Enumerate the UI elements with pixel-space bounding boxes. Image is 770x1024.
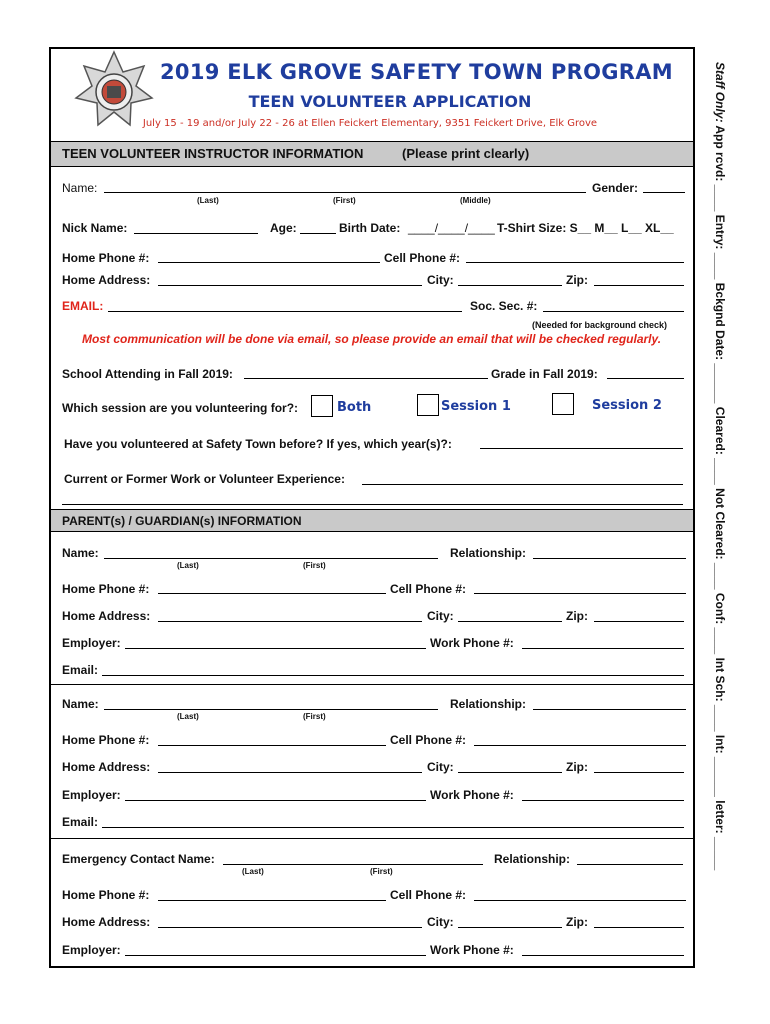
parent2-zip-field[interactable] bbox=[594, 772, 684, 773]
cell-phone-label: Cell Phone #: bbox=[384, 251, 461, 265]
parent1-home-phone-label: Home Phone #: bbox=[62, 582, 150, 596]
school-field[interactable] bbox=[244, 378, 488, 379]
parent2-first-caption: (First) bbox=[303, 712, 326, 721]
email-field[interactable] bbox=[108, 311, 462, 312]
name-label: Name: bbox=[62, 181, 98, 195]
grade-label: Grade in Fall 2019: bbox=[491, 367, 598, 381]
emergency-zip-field[interactable] bbox=[594, 927, 684, 928]
age-label: Age: bbox=[270, 221, 297, 235]
experience-field-line2[interactable] bbox=[62, 504, 683, 505]
parent1-work-phone-field[interactable] bbox=[522, 648, 684, 649]
prior-volunteer-field[interactable] bbox=[480, 448, 683, 449]
staff-only-label: Staff Only: bbox=[713, 62, 727, 123]
parent2-name-field[interactable] bbox=[104, 709, 438, 710]
emergency-cell-phone-field[interactable] bbox=[474, 900, 686, 901]
emergency-zip-label: Zip: bbox=[566, 915, 588, 929]
parent1-email-field[interactable] bbox=[102, 675, 684, 676]
tshirt-label[interactable]: T-Shirt Size: S__ M__ L__ XL__ bbox=[497, 221, 674, 235]
parent2-address-field[interactable] bbox=[158, 772, 422, 773]
home-address-field[interactable] bbox=[158, 285, 422, 286]
grade-field[interactable] bbox=[607, 378, 684, 379]
parent1-last-caption: (Last) bbox=[177, 561, 199, 570]
parent1-zip-label: Zip: bbox=[566, 609, 588, 623]
section-heading-note: (Please print clearly) bbox=[402, 146, 530, 161]
parent2-city-field[interactable] bbox=[458, 772, 562, 773]
parent1-address-field[interactable] bbox=[158, 621, 422, 622]
section-heading-parents: PARENT(s) / GUARDIAN(s) INFORMATION bbox=[62, 514, 302, 528]
session2-checkbox[interactable] bbox=[552, 393, 574, 415]
parent2-email-label: Email: bbox=[62, 815, 99, 829]
school-label: School Attending in Fall 2019: bbox=[62, 367, 233, 381]
parent-divider bbox=[51, 684, 693, 685]
emergency-address-field[interactable] bbox=[158, 927, 422, 928]
parent2-employer-field[interactable] bbox=[125, 800, 426, 801]
form-subtitle: TEEN VOLUNTEER APPLICATION bbox=[248, 92, 532, 111]
middle-caption: (Middle) bbox=[460, 196, 491, 205]
emergency-address-label: Home Address: bbox=[62, 915, 151, 929]
parent1-first-caption: (First) bbox=[303, 561, 326, 570]
emergency-employer-label: Employer: bbox=[62, 943, 121, 957]
emergency-divider bbox=[51, 838, 693, 839]
parent1-cell-phone-field[interactable] bbox=[474, 593, 686, 594]
ssn-note: (Needed for background check) bbox=[532, 320, 668, 330]
gender-field[interactable] bbox=[643, 192, 685, 193]
emergency-relationship-field[interactable] bbox=[577, 864, 683, 865]
parent1-name-field[interactable] bbox=[104, 558, 438, 559]
ssn-label: Soc. Sec. #: bbox=[470, 299, 538, 313]
session2-label: Session 2 bbox=[592, 398, 662, 413]
parent1-work-phone-label: Work Phone #: bbox=[430, 636, 514, 650]
parent1-zip-field[interactable] bbox=[594, 621, 684, 622]
emergency-name-field[interactable] bbox=[223, 864, 483, 865]
parent1-home-phone-field[interactable] bbox=[158, 593, 386, 594]
gender-label: Gender: bbox=[592, 181, 639, 195]
nickname-field[interactable] bbox=[134, 233, 258, 234]
parent2-zip-label: Zip: bbox=[566, 760, 588, 774]
experience-field[interactable] bbox=[362, 484, 683, 485]
ssn-field[interactable] bbox=[543, 311, 684, 312]
emergency-home-phone-label: Home Phone #: bbox=[62, 888, 150, 902]
parent2-work-phone-label: Work Phone #: bbox=[430, 788, 514, 802]
staff-only-fields: App rcvd: ____ Entry: ____ Bckgnd Date: ______ Cleared: ____ Not Cleared: ____ Conf: ____ Int Sch: ____ Int: ______ letter: _____ bbox=[713, 122, 727, 871]
emergency-relationship-label: Relationship: bbox=[494, 852, 571, 866]
parent2-home-phone-label: Home Phone #: bbox=[62, 733, 150, 747]
birthdate-label: Birth Date: bbox=[339, 221, 401, 235]
emergency-city-label: City: bbox=[427, 915, 454, 929]
parent1-relationship-label: Relationship: bbox=[450, 546, 527, 560]
first-caption: (First) bbox=[333, 196, 356, 205]
parent2-work-phone-field[interactable] bbox=[522, 800, 684, 801]
parent1-city-field[interactable] bbox=[458, 621, 562, 622]
parent2-city-label: City: bbox=[427, 760, 454, 774]
city-field[interactable] bbox=[458, 285, 562, 286]
parent2-relationship-label: Relationship: bbox=[450, 697, 527, 711]
emergency-home-phone-field[interactable] bbox=[158, 900, 386, 901]
parent2-cell-phone-field[interactable] bbox=[474, 745, 686, 746]
home-phone-field[interactable] bbox=[158, 262, 380, 263]
session-question: Which session are you volunteering for?: bbox=[62, 401, 299, 415]
city-label: City: bbox=[427, 273, 454, 287]
parent2-cell-phone-label: Cell Phone #: bbox=[390, 733, 467, 747]
experience-question: Current or Former Work or Volunteer Experience: bbox=[64, 472, 345, 486]
parent1-email-label: Email: bbox=[62, 663, 99, 677]
section-heading-teen: TEEN VOLUNTEER INSTRUCTOR INFORMATION bbox=[62, 146, 364, 161]
parent1-address-label: Home Address: bbox=[62, 609, 151, 623]
parent1-name-label: Name: bbox=[62, 546, 99, 560]
home-phone-label: Home Phone #: bbox=[62, 251, 150, 265]
emergency-last-caption: (Last) bbox=[242, 867, 264, 876]
home-address-label: Home Address: bbox=[62, 273, 151, 287]
email-label: EMAIL: bbox=[62, 299, 104, 313]
prior-volunteer-question: Have you volunteered at Safety Town before? If yes, which year(s)?: bbox=[64, 437, 452, 451]
parent1-relationship-field[interactable] bbox=[533, 558, 686, 559]
emergency-first-caption: (First) bbox=[370, 867, 393, 876]
emergency-work-phone-label: Work Phone #: bbox=[430, 943, 514, 957]
emergency-cell-phone-label: Cell Phone #: bbox=[390, 888, 467, 902]
parent2-address-label: Home Address: bbox=[62, 760, 151, 774]
name-field[interactable] bbox=[104, 192, 586, 193]
parent2-name-label: Name: bbox=[62, 697, 99, 711]
zip-label: Zip: bbox=[566, 273, 588, 287]
session1-label: Session 1 bbox=[441, 399, 511, 414]
emergency-employer-field[interactable] bbox=[125, 955, 426, 956]
parent2-home-phone-field[interactable] bbox=[158, 745, 386, 746]
both-checkbox[interactable] bbox=[311, 395, 333, 417]
parent2-relationship-field[interactable] bbox=[533, 709, 686, 710]
parent1-employer-field[interactable] bbox=[125, 648, 426, 649]
nickname-label: Nick Name: bbox=[62, 221, 128, 235]
staff-only-text bbox=[713, 62, 727, 870]
both-label: Both bbox=[337, 400, 372, 415]
age-field[interactable] bbox=[300, 233, 336, 234]
program-dates: July 15 - 19 and/or July 22 - 26 at Ellen Feickert Elementary, 9351 Feickert Drive, Elk Grove bbox=[142, 118, 598, 129]
parent2-employer-label: Employer: bbox=[62, 788, 121, 802]
form-title: 2019 ELK GROVE SAFETY TOWN PROGRAM bbox=[160, 60, 673, 84]
last-caption: (Last) bbox=[197, 196, 219, 205]
parent1-city-label: City: bbox=[427, 609, 454, 623]
emergency-work-phone-field[interactable] bbox=[522, 955, 684, 956]
parent1-cell-phone-label: Cell Phone #: bbox=[390, 582, 467, 596]
parent2-last-caption: (Last) bbox=[177, 712, 199, 721]
email-note: Most communication will be done via email, so please provide an email that will be checked regularly. bbox=[82, 332, 662, 346]
birthdate-field[interactable]: ____/____/____ bbox=[408, 221, 495, 235]
emergency-name-label: Emergency Contact Name: bbox=[62, 852, 215, 866]
session1-checkbox[interactable] bbox=[417, 394, 439, 416]
parent1-employer-label: Employer: bbox=[62, 636, 121, 650]
emergency-city-field[interactable] bbox=[458, 927, 562, 928]
parent2-email-field[interactable] bbox=[102, 827, 684, 828]
cell-phone-field[interactable] bbox=[466, 262, 684, 263]
zip-field[interactable] bbox=[594, 285, 684, 286]
